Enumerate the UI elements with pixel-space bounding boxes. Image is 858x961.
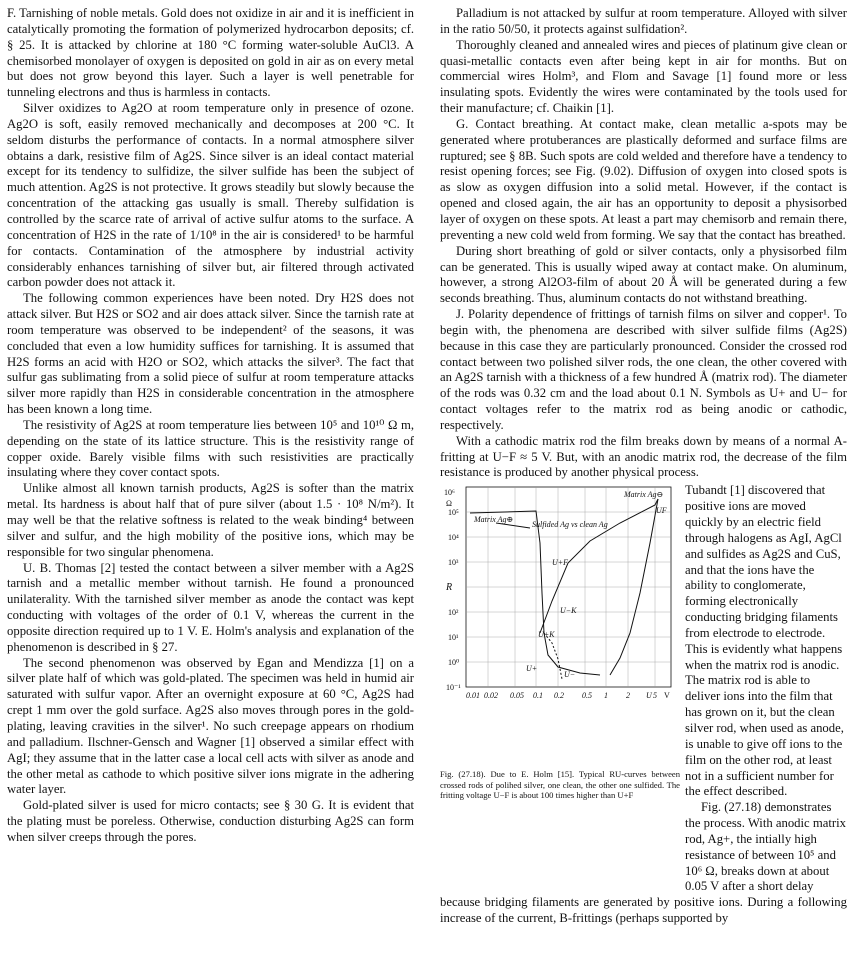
left-column [7,6,414,846]
x-tick-label: 0.2 [554,691,564,701]
figure-side-text [685,483,847,895]
figure-27-18 [440,483,680,895]
label-sulfided: Sulfided Ag vs clean Ag [532,520,608,530]
x-axis-unit: V [664,691,670,701]
paragraph: With a cathodic matrix rod the film breaks down by means of a normal A-fritting at U−F ≈ 5 V. But, with an anodic matrix rod, the decrease of the film resistance is produced by another physical process. [440,433,847,480]
y-tick-label: 10⁶ [444,488,455,498]
x-tick-label: 0.5 [582,691,592,701]
x-tick-label: 0.05 [510,691,524,701]
curve-anodic-matrix [470,511,600,675]
paragraph: F. Tarnishing of noble metals. Gold does not oxidize in air and it is inefficient in catalytically promoting the formation of polymerized hydrocarbon deposits; cf. § 25. It is attacked by chlorine at 180 °C forming water-soluble AuCl3. A chemisorbed monolayer of oxygen is deposited on gold in air as on every metal but does not grow beyond this layer. Such a layer is well penetrable for tunneling electrons and thus is harmless in contacts. [7,6,414,100]
label-uk-minus: U−K [560,606,577,616]
curve-dashed [544,633,562,679]
label-uf-plus: U+F [552,558,569,568]
y-tick-label: 10³ [448,558,459,568]
figure-caption: Fig. (27.18). Due to E. Holm [15]. Typical RU-curves between crossed rods of polihed silver, one clean, the other one sulfided. The fritting voltage U−F is about 100 times higher than U+F [440,769,680,800]
x-tick-label: 0.01 [466,691,480,701]
x-tick-label: 0.02 [484,691,498,701]
x-tick-label: 0.1 [533,691,543,701]
label-matrix-minus: Matrix Ag⊖ [624,490,664,500]
paragraph: Palladium is not attacked by sulfur at room temperature. Alloyed with silver in the ratio 50/50, it protects against sulfidation². [440,6,847,36]
ru-curve-chart [440,483,680,768]
paragraph: because bridging filaments are generated by positive ions. During a following increase of the current, B-frittings (perhaps supported by [440,895,847,926]
y-tick-label: 10⁻¹ [446,683,461,693]
paragraph: The following common experiences have been noted. Dry H2S does not attack silver. But H2S or SO2 and air does attack silver. Since the tarnish rate at room temperature was observed to be independent² of the seasons, it was concluded that even a low humidity suffices for tarnishing. It is assumed that H2S forms an acid with H2O or SO2, which attacks the silver³. The fact that sulfur gas sublimating from a solid piece of sulfur at room temperature attacks silver more rapidly than H2S in considerable concentration in the atmosphere has been known a long time. [7,291,414,417]
label-u-minus: U− [564,670,576,680]
paragraph: Unlike almost all known tarnish products, Ag2S is softer than the matrix metal. Its hardness is about half that of pure silver (about 1.5 · 10⁸ N/m²). It may well be that the relative softness is related to the weak binding⁴ between silver and sulfur, and the high mobility of the positive ions, which may be responsible for two singular phenomena. [7,481,414,559]
x-axis-symbol: U [646,691,652,701]
label-uf-minus: UF [656,506,667,516]
label-matrix-plus: Matrix Ag⊕ [474,515,514,525]
label-u-plus: U+ [526,664,538,674]
paragraph: The resistivity of Ag2S at room temperature lies between 10⁵ and 10¹⁰ Ω m, depending on the state of its lattice structure. This is the resistivity range of copper oxide. Barely visible films with such resistivities are practically insulating where they cover contact spots. [7,417,414,480]
paragraph: Silver oxidizes to Ag2O at room temperature only in presence of ozone. Ag2O is soft, easily removed mechanically and decomposes at 200 °C. It seldom disturbs the performance of contacts. In a normal atmosphere silver obtains a dark, resistive film of Ag2S. Since silver is an ideal contact material except for its tendency to sulfidize, the silver sulfide has been the subject of much attention. Ag2S is not protective. It grows steadily but slowly because the concentration of the attacking gas usually is small. Thereby sulfidation is controlled by the scarce rate of arrival of active sulfur atoms to the surface. A concentration of H2S in the rate of 1/10⁸ in the air is considered¹ to be harmful for contacts. Contamination of the atmosphere by industrial activity considerably enhances tarnishing of silver but, air filtered through activated carbon powder does not attack it. [7,101,414,290]
paragraph: Gold-plated silver is used for micro contacts; see § 30 G. It is evident that the plating must be poreless. Otherwise, conduction disturbing Ag2S can form when silver creeps through the pores. [7,798,414,844]
paragraph: G. Contact breathing. At contact make, clean metallic a-spots may be generated where protuberances are plastically deformed and surface films are ruptured; see § 8B. Such spots are cold welded and therefore have a tendency to resist opening forces; see Fig. (9.02). Diffusion of oxygen into closed spots is as slow as oxygen diffusion into a solid metal. However, if the contact is opened and closed again, the air has an opportunity to deposit a physisorbed layer of oxygen on these spots. At least a part may chemisorb and remain there, preventing a new cold weld from forming. We say that the contact has breathed. [440,116,847,242]
y-axis-unit: Ω [446,499,452,509]
y-tick-label: 10⁵ [448,508,459,518]
label-uk-plus: U+K [538,630,555,640]
x-tick-label: 5 [653,691,657,701]
right-column [440,6,847,927]
paragraph: U. B. Thomas [2] tested the contact between a silver member with a Ag2S tarnish and a metallic member without tarnish. He found a pronounced unilaterality. With the tarnished silver member as anode the contact was kept conducting with voltages of the order of 0.1 V, whereas the current in the opposite direction required up to 1 V. E. Holm's analysis and explanation of the phenomenon is described in § 27. [7,560,414,654]
paragraph: The second phenomenon was observed by Egan and Mendizza [1] on a silver plate half of which was gold-plated. The specimen was held in humid air saturated with sulfur vapor. After an overnight exposure at 60 °C, Ag2S had crept 1 mm over the gold surface. Ag2S also moves through pores in the gold-plating, leaving cravities in the silver¹. No such creepage appears on rhodium and palladium. Ilschner-Gensch and Wagner [1] observed a similar effect with AgI; they assume that in the latter case a local cell acts with silver as anode and the other metal as cathode to which positive silver ions migrate in the adhering water layer. [7,655,414,797]
x-tick-label: 2 [626,691,630,701]
y-tick-label: 10⁴ [448,533,459,543]
y-tick-label: 10² [448,608,459,618]
paragraph: Fig. (27.18) demonstrates the process. With anodic matrix rod, Ag+, the intially high resistance of between 10⁵ and 10⁶ Ω, breaks down at about 0.05 V after a short delay [685,800,846,894]
x-tick-label: 1 [604,691,608,701]
figure-row [440,483,847,895]
paragraph: J. Polarity dependence of frittings of tarnish films on silver and copper¹. To begin with, the phenomena are described with silver sulfide films (Ag2S) because in this case they are particularly pronounced. Consider the crossed rod contact between two polished silver rods, the one clean, the other covered with an Ag2S tarnish with a thickness of a few hundred Å (matrix rod). The diameter of the rods was 0.32 cm and the load about 0.1 N. Symbols as U+ and U− for contact voltages refer to the matrix rod as being anodic or cathodic, respectively. [440,307,847,432]
y-axis-symbol: R [446,582,453,594]
paragraph: During short breathing of gold or silver contacts, only a physisorbed film can be generated. This is usually wiped away at contact make. On aluminum, however, a strong Al2O3-film of about 20 Å will be generated during a few seconds breathing. Thus, aluminum contacts do not withstand breathing. [440,243,847,306]
y-tick-label: 10¹ [448,633,459,643]
paragraph: Thoroughly cleaned and annealed wires and pieces of platinum give clean or quasi-metallic contacts even after being kept in air for months. But on commercial wires Holm³, and Flom and Savage [1] found more or less insulating spots. Evidently the wires were contaminated by the tools used for their manufacture; cf. Chaikin [1]. [440,37,847,116]
y-tick-label: 10⁰ [448,658,460,668]
paragraph: Tubandt [1] discovered that positive ions are moved quickly by an electric field through halogens as AgI, AgCl and sulfides as Ag2S and CuS, and that the ions have the ability to conglomerate, forming electronically conducting bridging filaments from electrode to electrode. This is evidently what happens when the matrix rod is anodic. The matrix rod is able to deliver ions into the film that has grown on it, but the clean silver rod, when used as anode, is unable to give off ions to the film on the other rod, at least not in a sufficient number for the effect described. [685,483,844,799]
